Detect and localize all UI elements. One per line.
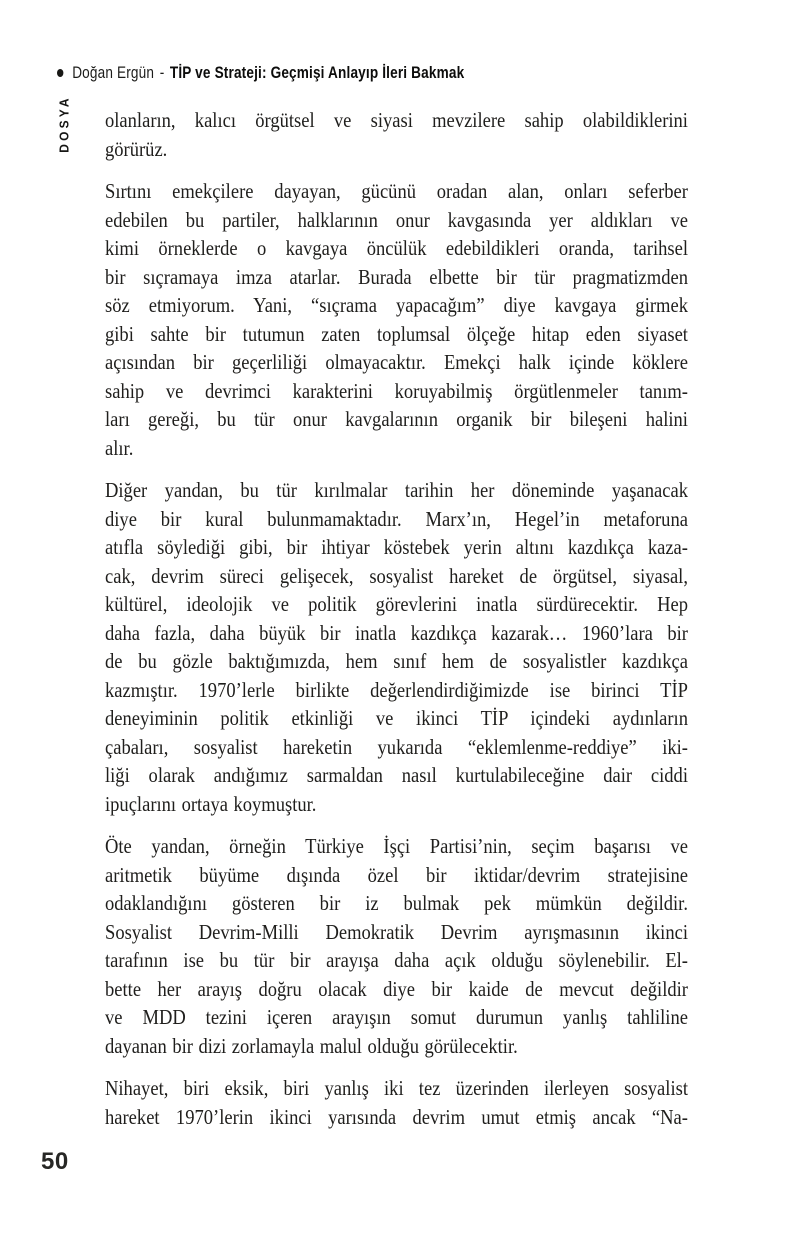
- body-line: aritmetik büyüme dışında özel bir iktidar/devrim stratejisine: [105, 862, 688, 887]
- body-line: kimi örneklerde o kavgaya öncülük edebildikleri oranda, tarihsel: [105, 236, 688, 260]
- header-article-title: TİP ve Strateji: Geçmişi Anlayıp İleri Bakmak: [169, 63, 465, 82]
- body-line: deneyiminin politik etkinliği ve ikinci TİP içindeki aydınların: [105, 706, 688, 730]
- header-author: Doğan Ergün: [72, 63, 155, 82]
- body-line: gibi sahte bir tutumun zaten toplumsal ölçeğe hitap eden siyaset: [105, 321, 688, 346]
- body-line: açısından bir geçerliliği olmayacaktır. Emekçi halk içinde köklere: [105, 350, 688, 374]
- body-line: Nihayet, biri eksik, biri yanlış iki tez üzerinden ilerleyen sosyalist: [105, 1076, 688, 1100]
- paragraph: [105, 1074, 688, 1131]
- body-line: hareket 1970’lerin ikinci yarısında devrim umut etmiş ancak “Na-: [105, 1104, 688, 1129]
- body-line: liği olarak andığımız sarmaldan nasıl kurtulabileceğine dair ciddi: [105, 763, 688, 787]
- page-number: 50: [41, 1148, 69, 1175]
- body-line: alır.: [105, 435, 134, 460]
- paragraph: [105, 832, 688, 1060]
- paragraph: [105, 106, 688, 163]
- body-line: sahip ve devrimci karakterini koruyabilmiş örgütlenmeler tanım-: [105, 378, 688, 403]
- paragraph: [105, 476, 688, 818]
- body-line: kültürel, ideolojik ve politik görevlerini inatla sürdürecektir. Hep: [105, 592, 688, 616]
- body-line: söz etmiyorum. Yani, “sıçrama yapacağım” diye kavgaya girmek: [105, 293, 688, 317]
- body-line: cak, devrim süreci gelişecek, sosyalist hareket de örgütsel, siyasal,: [105, 563, 688, 588]
- body-line: Sırtını emekçilere dayayan, gücünü oradan alan, onları seferber: [105, 179, 688, 203]
- body-line: dayanan bir dizi zorlamayla malul olduğu görülecektir.: [105, 1033, 518, 1058]
- section-label-vertical: DOSYA: [56, 95, 72, 153]
- body-line: bir sıçramaya imza atarlar. Burada elbette bir tür pragmatizmden: [105, 264, 688, 289]
- body-line: kazmıştır. 1970’lerle birlikte değerlendirdiğimizde ise birinci TİP: [105, 677, 688, 702]
- body-text: [105, 106, 688, 1131]
- body-line: ipuçlarını ortaya koymuştur.: [105, 791, 317, 816]
- body-line: daha fazla, daha büyük bir inatla kazdıkça kazarak… 1960’lara bir: [105, 620, 688, 645]
- body-line: görürüz.: [105, 136, 168, 161]
- bullet-icon: [57, 69, 63, 77]
- body-line: çabaları, sosyalist hareketin yukarıda “eklemlenme-reddiye” iki-: [105, 734, 688, 759]
- body-line: ve MDD tezini içeren arayışın somut durumun yanlış tahliline: [105, 1005, 688, 1029]
- body-line: bette her arayış doğru olacak diye bir kaide de mevcut değildir: [105, 976, 688, 1001]
- body-line: diye bir kural bulunmamaktadır. Marx’ın, Hegel’in metaforuna: [105, 506, 688, 531]
- body-line: olanların, kalıcı örgütsel ve siyasi mevzilere sahip olabildiklerini: [105, 108, 688, 132]
- body-line: ları gereği, bu tür onur kavgalarının organik bir bileşeni halini: [105, 407, 688, 431]
- body-line: Öte yandan, örneğin Türkiye İşçi Partisi’nin, seçim başarısı ve: [105, 834, 688, 858]
- body-line: edebilen bu partiler, halklarının onur kavgasında yer aldıkları ve: [105, 207, 688, 232]
- body-line: atıfla söylediği gibi, bir ihtiyar köstebek yerin altını kazdıkça kaza-: [105, 535, 688, 559]
- paragraph: [105, 177, 688, 462]
- body-line: tarafının ise bu tür bir arayışa daha açık olduğu söylenebilir. El-: [105, 948, 688, 972]
- body-line: de bu gözle baktığımızda, hem sınıf hem de sosyalistler kazdıkça: [105, 649, 688, 673]
- body-line: Diğer yandan, bu tür kırılmalar tarihin her döneminde yaşanacak: [105, 478, 688, 502]
- body-line: Sosyalist Devrim-Milli Demokratik Devrim ayrışmasının ikinci: [105, 919, 688, 944]
- running-header: [57, 63, 464, 83]
- body-line: odaklandığını gösteren bir iz bulmak pek mümkün değildir.: [105, 891, 688, 915]
- header-separator: -: [159, 63, 165, 82]
